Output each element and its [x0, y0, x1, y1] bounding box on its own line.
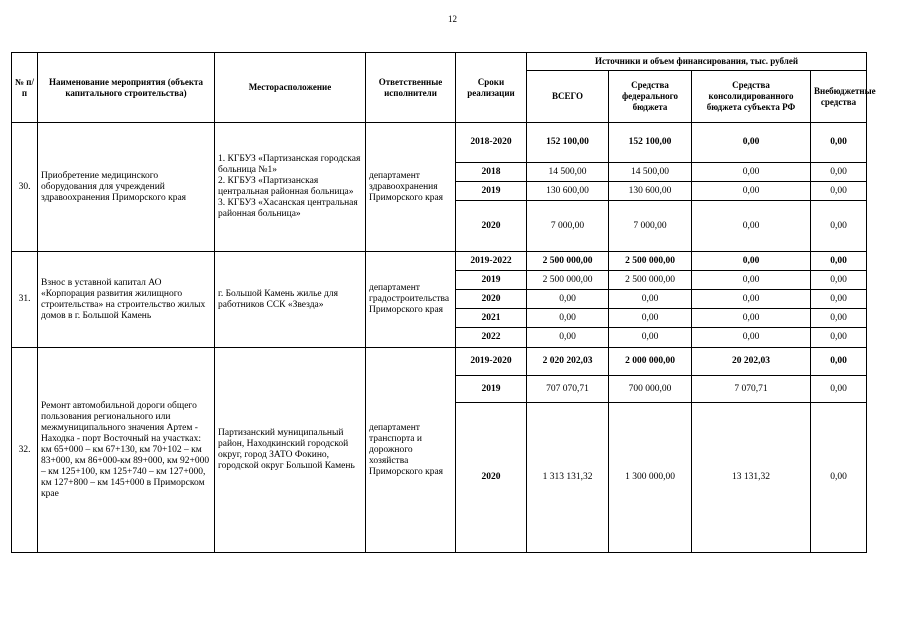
row-executor: департамент транспорта и дорожного хозяйства Приморского края — [366, 348, 456, 553]
cell-period: 2019 — [456, 182, 527, 201]
row-name: Приобретение медицинского оборудования для учреждений здравоохранения Приморского края — [38, 123, 215, 252]
cell-regional: 0,00 — [692, 290, 811, 309]
cell-total: 2 500 000,00 — [527, 271, 609, 290]
header-executors: Ответственные исполнители — [366, 53, 456, 123]
cell-total: 2 020 202,03 — [527, 348, 609, 376]
cell-extra: 0,00 — [811, 123, 867, 163]
cell-period: 2019-2020 — [456, 348, 527, 376]
cell-extra: 0,00 — [811, 403, 867, 553]
cell-regional: 20 202,03 — [692, 348, 811, 376]
cell-total: 152 100,00 — [527, 123, 609, 163]
cell-federal: 0,00 — [609, 290, 692, 309]
cell-federal: 2 000 000,00 — [609, 348, 692, 376]
row-number: 32. — [12, 348, 38, 553]
header-funding-group: Источники и объем финансирования, тыс. рублей — [527, 53, 867, 71]
cell-period: 2020 — [456, 290, 527, 309]
cell-period: 2018 — [456, 163, 527, 182]
cell-regional: 0,00 — [692, 163, 811, 182]
cell-total: 0,00 — [527, 290, 609, 309]
cell-extra: 0,00 — [811, 309, 867, 328]
cell-extra: 0,00 — [811, 182, 867, 201]
cell-extra: 0,00 — [811, 201, 867, 252]
cell-period: 2019 — [456, 271, 527, 290]
cell-federal: 7 000,00 — [609, 201, 692, 252]
cell-extra: 0,00 — [811, 163, 867, 182]
cell-total: 707 070,71 — [527, 376, 609, 403]
cell-period: 2020 — [456, 201, 527, 252]
cell-federal: 0,00 — [609, 309, 692, 328]
cell-regional: 0,00 — [692, 252, 811, 271]
funding-table — [11, 52, 876, 553]
cell-federal: 700 000,00 — [609, 376, 692, 403]
cell-period: 2020 — [456, 403, 527, 553]
row-location: г. Большой Камень жилье для работников ССК «Звезда» — [215, 252, 366, 348]
cell-regional: 7 070,71 — [692, 376, 811, 403]
cell-period: 2022 — [456, 328, 527, 348]
header-name: Наименование мероприятия (объекта капитального строительства) — [38, 53, 215, 123]
cell-extra: 0,00 — [811, 252, 867, 271]
cell-total: 14 500,00 — [527, 163, 609, 182]
cell-total: 0,00 — [527, 328, 609, 348]
row-name: Ремонт автомобильной дороги общего пользования регионального или межмуниципального значения Артем - Находка - порт Восточный на участках: км 65+000 – км 67+130, км 70+102 – км 83+000, км 86+000-км 89+000, км 92+000 – км 125+100, км 125+740 – км 127+000, км 127+800 – км 145+000 в Приморском крае — [38, 348, 215, 553]
row-executor: департамент здравоохранения Приморского края — [366, 123, 456, 252]
header-total: ВСЕГО — [527, 71, 609, 123]
cell-extra: 0,00 — [811, 328, 867, 348]
header-location: Месторасположение — [215, 53, 366, 123]
cell-regional: 0,00 — [692, 328, 811, 348]
row-location: Партизанский муниципальный район, Находкинский городской округ, город ЗАТО Фокино, городской округ Большой Камень — [215, 348, 366, 553]
page-number: 12 — [448, 14, 457, 24]
cell-total: 7 000,00 — [527, 201, 609, 252]
cell-period: 2019 — [456, 376, 527, 403]
cell-federal: 130 600,00 — [609, 182, 692, 201]
cell-period: 2019-2022 — [456, 252, 527, 271]
cell-total: 130 600,00 — [527, 182, 609, 201]
cell-federal: 2 500 000,00 — [609, 252, 692, 271]
cell-regional: 0,00 — [692, 182, 811, 201]
cell-extra: 0,00 — [811, 290, 867, 309]
cell-extra: 0,00 — [811, 348, 867, 376]
row-name: Взнос в уставной капитал АО «Корпорация развития жилищного строительства» на строительство жилых домов в г. Большой Камень — [38, 252, 215, 348]
cell-federal: 14 500,00 — [609, 163, 692, 182]
cell-extra: 0,00 — [811, 376, 867, 403]
cell-total: 1 313 131,32 — [527, 403, 609, 553]
cell-federal: 0,00 — [609, 328, 692, 348]
header-num: № п/п — [12, 53, 38, 123]
header-extra: Внебюджетные средства — [811, 71, 867, 123]
cell-period: 2018-2020 — [456, 123, 527, 163]
row-number: 30. — [12, 123, 38, 252]
row-location: 1. КГБУЗ «Партизанская городская больница №1» 2. КГБУЗ «Партизанская центральная районная больница» 3. КГБУЗ «Хасанская центральная районная больница» — [215, 123, 366, 252]
header-federal: Средства федерального бюджета — [609, 71, 692, 123]
cell-regional: 0,00 — [692, 271, 811, 290]
header-period: Сроки реализации — [456, 53, 527, 123]
cell-federal: 1 300 000,00 — [609, 403, 692, 553]
cell-regional: 0,00 — [692, 123, 811, 163]
cell-extra: 0,00 — [811, 271, 867, 290]
cell-total: 2 500 000,00 — [527, 252, 609, 271]
cell-federal: 152 100,00 — [609, 123, 692, 163]
cell-total: 0,00 — [527, 309, 609, 328]
cell-federal: 2 500 000,00 — [609, 271, 692, 290]
cell-regional: 0,00 — [692, 201, 811, 252]
row-executor: департамент градостроительства Приморского края — [366, 252, 456, 348]
cell-regional: 0,00 — [692, 309, 811, 328]
cell-regional: 13 131,32 — [692, 403, 811, 553]
cell-period: 2021 — [456, 309, 527, 328]
row-number: 31. — [12, 252, 38, 348]
header-regional: Средства консолидированного бюджета субъекта РФ — [692, 71, 811, 123]
